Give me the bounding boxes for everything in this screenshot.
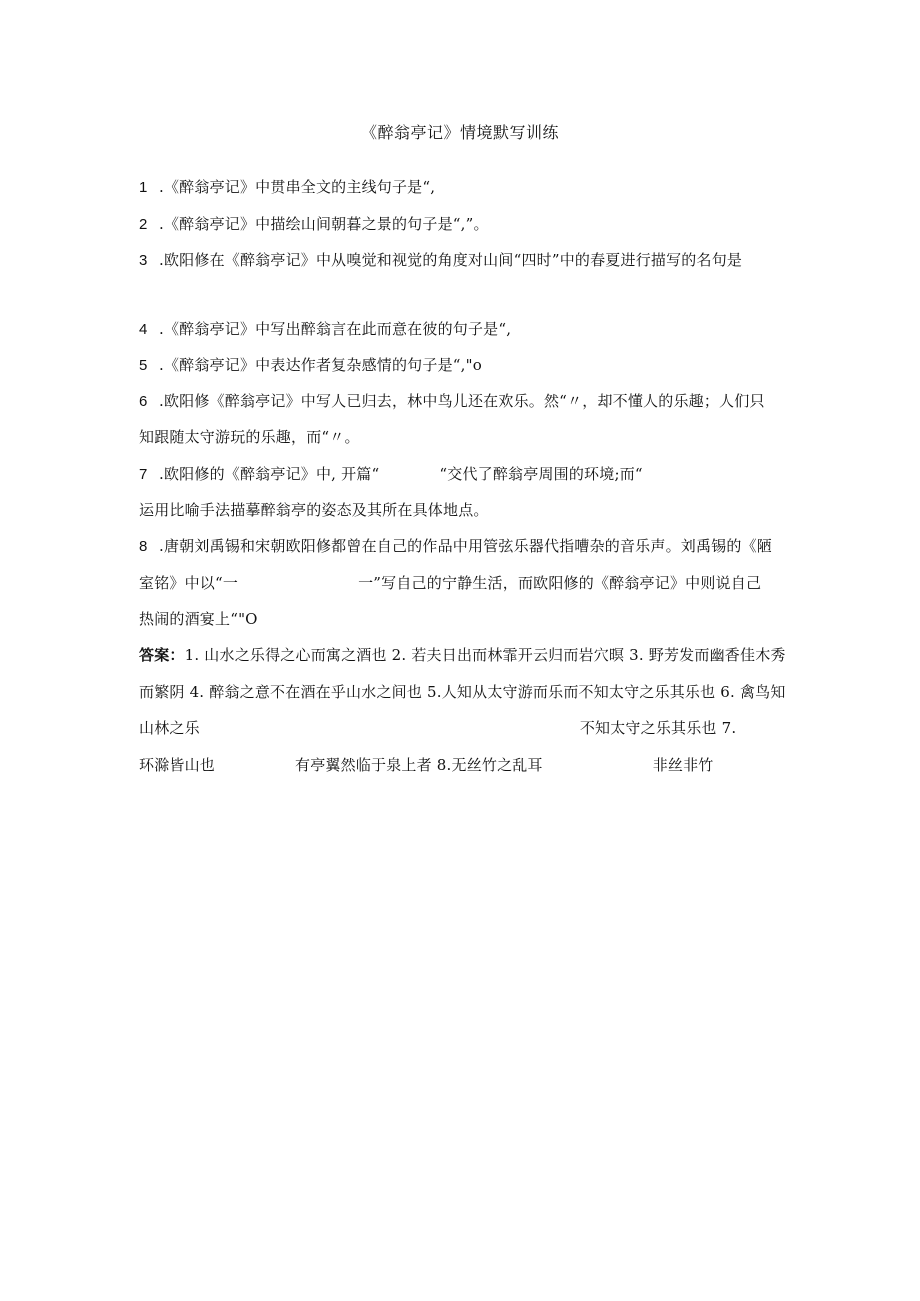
question-number: 1 bbox=[139, 179, 148, 196]
question-2 bbox=[139, 213, 489, 234]
question-text: .欧阳修在《醉翁亭记》中从嗅觉和视觉的角度对山间“四时”中的春夏进行描写的名句是 bbox=[159, 251, 743, 269]
question-number: 5 bbox=[139, 357, 148, 374]
question-text: .欧阳修的《醉翁亭记》中, 开篇“ bbox=[159, 465, 380, 483]
answers-line-4 bbox=[139, 754, 714, 775]
question-5 bbox=[139, 354, 482, 375]
answers-text: 环滁皆山也 bbox=[139, 756, 216, 774]
question-number: 2 bbox=[139, 216, 148, 233]
question-number: 4 bbox=[139, 321, 148, 338]
question-7 bbox=[139, 463, 643, 484]
question-6 bbox=[139, 390, 765, 411]
answers-label: 答案： bbox=[139, 646, 185, 664]
question-number: 3 bbox=[139, 252, 148, 269]
question-text: .《醉翁亭记》中表达作者复杂感情的句子是“,"o bbox=[159, 356, 482, 374]
question-3 bbox=[139, 249, 742, 270]
question-1 bbox=[139, 176, 435, 197]
question-text: 室铭》中以“一 bbox=[139, 574, 239, 592]
question-6-continuation: 知跟随太守游玩的乐趣，而“〃。 bbox=[139, 428, 360, 446]
question-8-continuation-2: 热闹的酒宴上“"O bbox=[139, 610, 258, 628]
answers-line-2: 而繁阴 4. 醉翁之意不在酒在乎山水之间也 5.人知从太守游而乐而不知太守之乐其乐也 6. 禽鸟知 bbox=[139, 683, 786, 701]
question-text-continued: 一”写自己的宁静生活，而欧阳修的《醉翁亭记》中则说自己 bbox=[358, 574, 762, 592]
question-text-continued: “交代了醉翁亭周围的环境;而“ bbox=[439, 465, 643, 483]
answers-line-1 bbox=[139, 644, 786, 665]
question-7-continuation: 运用比喻手法描摹醉翁亭的姿态及其所在具体地点。 bbox=[139, 501, 489, 519]
question-text: .欧阳修《醉翁亭记》中写人已归去，林中鸟儿还在欢乐。然“〃，却不懂人的乐趣；人们只 bbox=[159, 392, 765, 410]
question-text: .《醉翁亭记》中贯串全文的主线句子是“, bbox=[159, 178, 436, 196]
question-number: 6 bbox=[139, 393, 148, 410]
answers-text: 山林之乐 bbox=[139, 719, 200, 737]
answers-text-continued: 不知太守之乐其乐也 7. bbox=[579, 719, 737, 737]
question-8 bbox=[139, 535, 772, 556]
question-text: .《醉翁亭记》中写出醉翁言在此而意在彼的句子是“, bbox=[159, 320, 512, 338]
question-8-continuation-1 bbox=[139, 572, 761, 593]
page-title: 《醉翁亭记》情境默写训练 bbox=[360, 123, 559, 142]
question-number: 7 bbox=[139, 466, 148, 483]
question-4 bbox=[139, 318, 511, 339]
answers-line-3 bbox=[139, 717, 736, 738]
question-text: .《醉翁亭记》中描绘山间朝暮之景的句子是“,”。 bbox=[159, 215, 489, 233]
answers-text-continued: 有亭翼然临于泉上者 8.无丝竹之乱耳 bbox=[295, 756, 543, 774]
question-number: 8 bbox=[139, 538, 148, 555]
question-text: .唐朝刘禹锡和宋朝欧阳修都曾在自己的作品中用管弦乐器代指嘈杂的音乐声。刘禹锡的《陋 bbox=[159, 537, 772, 555]
answers-text-final: 非丝非竹 bbox=[652, 756, 714, 774]
answers-text: 1. 山水之乐得之心而寓之酒也 2. 若夫日出而林霏开云归而岩穴暝 3. 野芳发而幽香佳木秀 bbox=[184, 646, 786, 664]
